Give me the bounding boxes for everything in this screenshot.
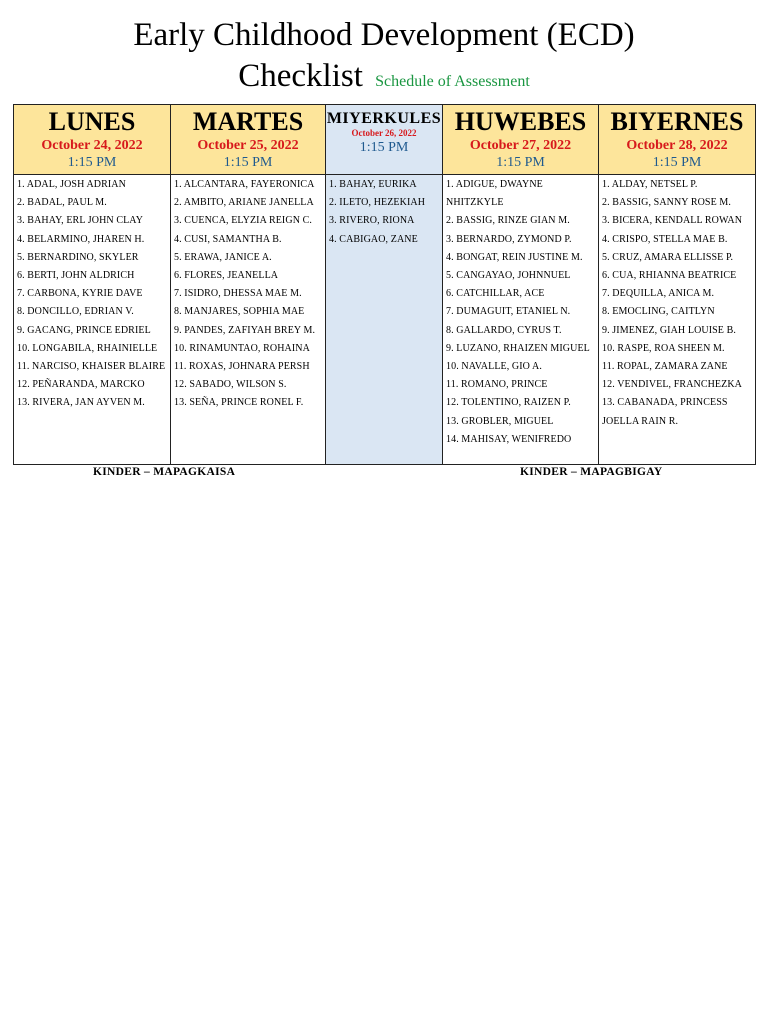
student-name: 13. GROBLER, MIGUEL: [446, 415, 554, 427]
student-name: 13. RIVERA, JAN AYVEN M.: [17, 397, 145, 409]
student-name: 10. LONGABILA, RHAINIELLE: [17, 342, 158, 354]
student-name: 9. PANDES, ZAFIYAH BREY M.: [174, 324, 316, 336]
day-time: 1:15 PM: [652, 155, 702, 170]
student-name: 2. AMBITO, ARIANE JANELLA: [174, 197, 314, 209]
student-name: 14. MAHISAY, WENIFREDO: [446, 433, 572, 445]
student-name: 4. BONGAT, REIN JUSTINE M.: [446, 251, 583, 263]
student-name: 12. SABADO, WILSON S.: [174, 379, 287, 391]
student-name: 1. BAHAY, EURIKA: [329, 179, 417, 190]
student-name: 13. CABANADA, PRINCESS JOELLA RAIN R.: [602, 397, 728, 427]
student-name: 9. JIMENEZ, GIAH LOUISE B.: [602, 324, 736, 336]
student-name: 7. ISIDRO, DHESSA MAE M.: [174, 288, 302, 300]
student-name: 1. ALDAY, NETSEL P.: [602, 179, 698, 190]
document-title: [0, 14, 768, 102]
student-name: 4. CRISPO, STELLA MAE B.: [602, 233, 728, 245]
day-header-tuesday: [171, 105, 326, 175]
student-name: 12. VENDIVEL, FRANCHEZKA: [602, 379, 742, 391]
day-time: 1:15 PM: [359, 140, 409, 155]
day-date: October 26, 2022: [351, 128, 417, 138]
day-date: October 28, 2022: [626, 138, 728, 153]
day-header-thursday: [443, 105, 599, 175]
day-time: 1:15 PM: [67, 155, 117, 170]
student-name: 4. BELARMINO, JHAREN H.: [17, 233, 145, 245]
student-name: 3. BICERA, KENDALL ROWAN: [602, 215, 743, 227]
student-name: 12. PEÑARANDA, MARCKO: [17, 379, 145, 391]
class-label-mapagbigay: KINDER – MAPAGBIGAY: [520, 466, 663, 478]
day-name: LUNES: [48, 107, 136, 136]
day-name: HUWEBES: [454, 107, 587, 136]
student-name: 3. BERNARDO, ZYMOND P.: [446, 233, 572, 245]
student-name: 5. CRUZ, AMARA ELLISSE P.: [602, 251, 734, 263]
day-header-friday: [599, 105, 756, 175]
student-name: 6. CUA, RHIANNA BEATRICE: [602, 270, 737, 282]
student-name: 10. NAVALLE, GIO A.: [446, 361, 542, 373]
student-name: 6. BERTI, JOHN ALDRICH: [17, 270, 135, 282]
student-name: 2. ILETO, HEZEKIAH: [329, 197, 426, 209]
student-list-monday: [14, 175, 171, 465]
student-name: 11. NARCISO, KHAISER BLAIRE: [17, 361, 166, 373]
day-time: 1:15 PM: [496, 155, 545, 170]
student-name: 11. ROPAL, ZAMARA ZANE: [602, 361, 728, 373]
student-name: 2. BASSIG, RINZE GIAN M.: [446, 215, 570, 227]
student-name: 9. LUZANO, RHAIZEN MIGUEL: [446, 342, 590, 354]
student-name: 3. BAHAY, ERL JOHN CLAY: [17, 215, 144, 227]
title-line-1: Early Childhood Development (ECD): [133, 17, 635, 53]
day-time: 1:15 PM: [223, 155, 273, 170]
student-name: 1. ALCANTARA, FAYERONICA: [174, 179, 315, 190]
student-name: 12. TOLENTINO, RAIZEN P.: [446, 397, 571, 409]
student-name: 4. CABIGAO, ZANE: [329, 233, 418, 245]
day-name: BIYERNES: [610, 107, 744, 136]
student-name: 11. ROXAS, JOHNARA PERSH: [174, 361, 310, 373]
student-name: 6. FLORES, JEANELLA: [174, 270, 279, 282]
day-header-monday: [14, 105, 171, 175]
class-label-mapagkaisa: KINDER – MAPAGKAISA: [93, 466, 236, 478]
student-name: 1. ADIGUE, DWAYNE NHITZKYLE: [446, 179, 543, 209]
day-name: MARTES: [192, 107, 304, 136]
student-list-thursday: [443, 175, 599, 465]
student-list-wednesday: [326, 175, 443, 465]
student-name: 6. CATCHILLAR, ACE: [446, 288, 545, 300]
student-name: 7. CARBONA, KYRIE DAVE: [17, 288, 143, 300]
student-name: 4. CUSI, SAMANTHA B.: [174, 233, 282, 245]
schedule-table: [13, 104, 756, 465]
student-name: 8. DONCILLO, EDRIAN V.: [17, 306, 134, 318]
student-list-friday: [599, 175, 756, 465]
student-name: 9. GACANG, PRINCE EDRIEL: [17, 324, 151, 336]
student-name: 7. DEQUILLA, ANICA M.: [602, 288, 715, 300]
student-name: 10. RINAMUNTAO, ROHAINA: [174, 342, 310, 354]
student-name: 5. BERNARDINO, SKYLER: [17, 251, 139, 263]
student-name: 11. ROMANO, PRINCE: [446, 379, 548, 391]
day-name: MIYERKULES: [326, 110, 442, 127]
day-date: October 25, 2022: [197, 138, 299, 153]
day-date: October 27, 2022: [469, 138, 572, 153]
student-name: 1. ADAL, JOSH ADRIAN: [17, 179, 126, 190]
student-name: 2. BASSIG, SANNY ROSE M.: [602, 197, 731, 209]
student-name: 3. CUENCA, ELYZIA REIGN C.: [174, 215, 312, 227]
student-name: 8. EMOCLING, CAITLYN: [602, 306, 715, 318]
student-name: 2. BADAL, PAUL M.: [17, 197, 107, 209]
day-date: October 24, 2022: [41, 138, 143, 153]
student-name: 8. GALLARDO, CYRUS T.: [446, 324, 562, 336]
title-line-2: [0, 56, 768, 102]
schedule-subtitle: Schedule of Assessment: [375, 73, 530, 90]
student-name: 5. ERAWA, JANICE A.: [174, 251, 272, 263]
student-name: 5. CANGAYAO, JOHNNUEL: [446, 270, 571, 282]
student-name: 8. MANJARES, SOPHIA MAE: [174, 306, 305, 318]
title-checklist: Checklist: [238, 58, 363, 94]
day-header-wednesday: [326, 105, 443, 175]
student-name: 7. DUMAGUIT, ETANIEL N.: [446, 306, 571, 318]
day-header-row: [14, 105, 756, 175]
student-list-row: [14, 175, 756, 465]
student-name: 13. SEÑA, PRINCE RONEL F.: [174, 397, 304, 409]
student-name: 10. RASPE, ROA SHEEN M.: [602, 342, 725, 354]
student-list-tuesday: [171, 175, 326, 465]
student-name: 3. RIVERO, RIONA: [329, 215, 415, 227]
